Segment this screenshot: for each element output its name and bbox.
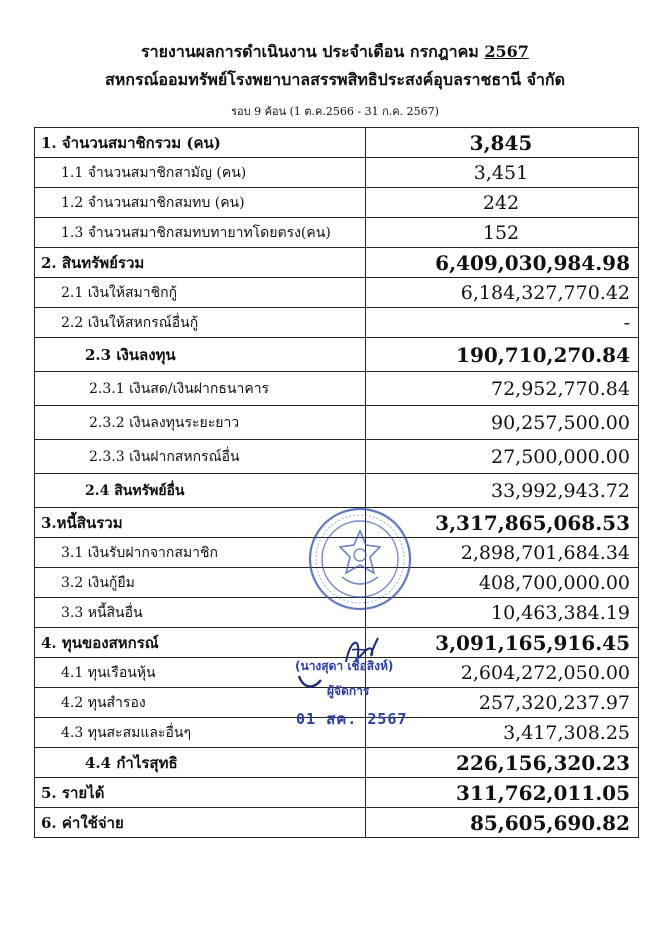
row-value: 6,184,327,770.42 [366,278,639,308]
row-label: 2.3 เงินลงทุน [35,338,366,372]
row-label: 1.3 จำนวนสมาชิกสมทบทายาทโดยตรง(คน) [35,218,366,248]
table-row [35,440,639,474]
table-row [35,748,639,778]
table-row [35,188,639,218]
row-value: 3,091,165,916.45 [366,628,639,658]
table-row [35,406,639,440]
row-value: 3,417,308.25 [366,718,639,748]
row-label: 3.2 เงินกู้ยืม [35,568,366,598]
cooperative-seal-icon [306,505,414,613]
row-label: 5. รายได้ [35,778,366,808]
report-title [0,40,670,65]
table-row [35,128,639,158]
table-row [35,808,639,838]
row-label: 2.1 เงินให้สมาชิกกู้ [35,278,366,308]
row-value: 85,605,690.82 [366,808,639,838]
table-row [35,372,639,406]
table-row [35,308,639,338]
manager-name: (นางสุดา เชื้อสิงห์) [295,659,394,673]
row-label: 2. สินทรัพย์รวม [35,248,366,278]
row-value: 226,156,320.23 [366,748,639,778]
row-label: 1.2 จำนวนสมาชิกสมทบ (คน) [35,188,366,218]
row-label: 2.3.2 เงินลงทุนระยะยาว [35,406,366,440]
row-value: 257,320,237.97 [366,688,639,718]
table-row [35,628,639,658]
row-label: 4.2 ทุนสำรอง [35,688,366,718]
row-value: 10,463,384.19 [366,598,639,628]
row-value: 311,762,011.05 [366,778,639,808]
row-value: 152 [366,218,639,248]
table-row [35,218,639,248]
row-label: 6. ค่าใช้จ่าย [35,808,366,838]
table-row [35,778,639,808]
table-row [35,278,639,308]
row-value: 2,604,272,050.00 [366,658,639,688]
organization-name: สหกรณ์ออมทรัพย์โรงพยาบาลสรรพสิทธิประสงค์อุบลราชธานี จำกัด [104,70,566,89]
row-value: 90,257,500.00 [366,406,639,440]
row-label: 4.4 กำไรสุทธิ [35,748,366,778]
row-label: 2.2 เงินให้สหกรณ์อื่นกู้ [35,308,366,338]
row-value: 408,700,000.00 [366,568,639,598]
row-value: 190,710,270.84 [366,338,639,372]
row-value: 3,451 [366,158,639,188]
row-value: 3,845 [366,128,639,158]
row-label: 4. ทุนของสหกรณ์ [35,628,366,658]
row-value: 3,317,865,068.53 [366,508,639,538]
row-label: 3.3 หนี้สินอื่น [35,598,366,628]
row-label: 2.4 สินทรัพย์อื่น [35,474,366,508]
row-value: 6,409,030,984.98 [366,248,639,278]
date-stamp: 01 สค. 2567 [296,710,408,728]
row-label: 1.1 จำนวนสมาชิกสามัญ (คน) [35,158,366,188]
pen-mark-icon [295,672,325,692]
row-label: 4.1 ทุนเรือนหุ้น [35,658,366,688]
row-label: 3.1 เงินรับฝากจากสมาชิก [35,538,366,568]
table-row [35,338,639,372]
manager-title: ผู้จัดการ [327,684,370,698]
table-row [35,248,639,278]
report-title-text: รายงานผลการดำเนินงาน ประจำเดือน กรกฎาคม [141,42,479,61]
row-label: 4.3 ทุนสะสมและอื่นๆ [35,718,366,748]
table-row [35,158,639,188]
financial-summary-table [34,127,639,838]
row-label: 2.3.1 เงินสด/เงินฝากธนาคาร [35,372,366,406]
table-row [35,474,639,508]
row-value: 242 [366,188,639,218]
row-label: 2.3.3 เงินฝากสหกรณ์อื่น [35,440,366,474]
row-value: 2,898,701,684.34 [366,538,639,568]
row-value: - [366,308,639,338]
row-label: 1. จำนวนสมาชิกรวม (คน) [35,128,366,158]
row-value: 33,992,943.72 [366,474,639,508]
row-value: 27,500,000.00 [366,440,639,474]
report-year: 2567 [484,42,529,61]
report-period: รอบ 9 ค้อน (1 ต.ค.2566 - 31 ก.ค. 2567) [231,105,439,118]
row-value: 72,952,770.84 [366,372,639,406]
row-label: 3.หนี้สินรวม [35,508,366,538]
